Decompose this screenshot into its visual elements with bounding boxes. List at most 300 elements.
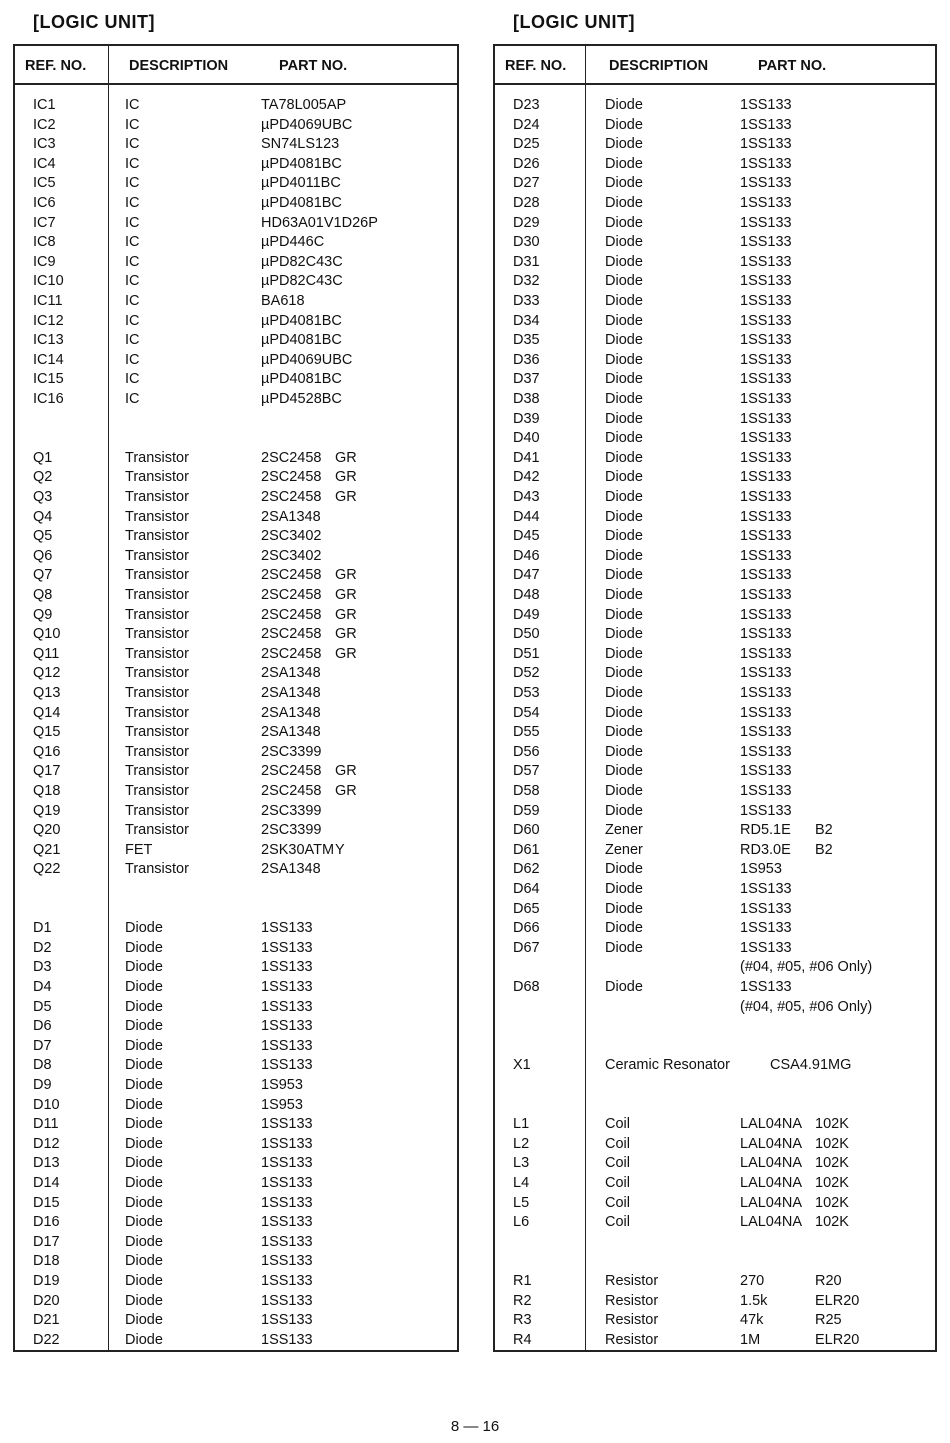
ref-no-cell: Q13 [33,685,61,701]
description-cell: IC [125,195,140,211]
ref-no-cell: IC14 [33,351,64,368]
right-parts-table [493,44,937,1352]
table-row [495,625,935,643]
part-no-cell: 1SS133 [261,939,313,956]
description-cell: Transistor [125,704,189,721]
part-no-cell: (#04, #05, #06 Only) [740,959,873,976]
part-no-cell: µPD4528BC [261,391,342,407]
description-cell: Diode [605,195,643,211]
description-cell: Transistor [125,822,189,839]
table-row [15,1174,457,1192]
description-cell: Diode [125,1077,163,1093]
table-row [15,508,457,526]
description-cell: Diode [125,920,163,937]
part-no-cell: CSA4.91MG [770,1057,852,1074]
table-row [495,684,935,702]
part-no-cell: 1SS133 [740,645,792,662]
page-number: 8 — 16 [450,1418,500,1435]
ref-no-cell: D47 [513,567,540,584]
table-row [495,743,935,761]
ref-no-cell: D32 [513,273,540,290]
part-no-cell: µPD4069UBC [261,351,353,368]
description-cell: IC [125,273,140,290]
ref-no-cell: IC10 [33,273,64,290]
table-row [495,782,935,800]
part-no-cell: 1SS133 [740,704,792,721]
table-row [495,135,935,153]
ref-no-cell: D17 [33,1233,60,1250]
ref-no-cell: IC4 [33,155,56,172]
ref-no-cell: D64 [513,881,540,897]
part-no-cell: 1SS133 [740,881,792,897]
table-row [15,645,457,663]
table-row [15,135,457,153]
part-no-cell: 1SS133 [740,743,792,760]
ref-no-cell: IC11 [33,293,63,309]
table-row [495,1135,935,1153]
description-cell: Coil [605,1175,630,1191]
table-row [15,978,457,996]
description-cell: Diode [605,802,643,819]
table-row [495,1174,935,1192]
description-cell: Diode [125,1037,163,1054]
ref-no-cell: D37 [513,371,540,388]
table-row [495,978,935,996]
table-row [495,821,935,839]
description-cell: IC [125,391,140,407]
table-row [15,194,457,212]
description-cell: Transistor [125,665,189,682]
description-cell: Diode [605,645,643,662]
table-row [495,272,935,290]
table-row [15,802,457,820]
table-row [495,645,935,663]
table-row [15,586,457,604]
table-row [15,1194,457,1212]
table-row [15,762,457,780]
part-no-cell: 1SS133 [740,371,792,388]
description-cell: Diode [125,1273,163,1289]
description-cell: Zener [605,822,643,839]
description-cell: Transistor [125,606,189,623]
ref-no-cell: D42 [513,469,540,486]
part-no-cell: 2SC3399 [261,802,322,819]
description-cell: FET [125,841,153,858]
description-cell: Diode [125,1175,163,1191]
description-cell: Diode [125,1135,163,1152]
part-no-cell: 1SS133 [261,979,313,995]
part-no-cell: 1SS133 [740,489,792,505]
table-row [495,958,935,976]
description-cell: IC [125,351,140,368]
ref-no-cell: D49 [513,606,540,623]
part-no-cell: 1SS133 [740,175,792,192]
description-cell: Transistor [125,783,189,799]
part-suffix-cell: GR [335,626,357,643]
ref-no-cell: IC9 [33,253,56,270]
ref-no-cell: D44 [513,508,540,525]
description-cell: IC [125,214,140,231]
ref-no-cell: D12 [33,1135,60,1152]
part-no-cell: 2SC2458 [261,469,322,486]
part-no-cell: 1SS133 [740,391,792,407]
description-cell: Diode [125,1233,163,1250]
part-suffix-cell: 102K [815,1116,849,1133]
description-cell: Diode [605,97,643,113]
ref-no-cell: D66 [513,920,540,937]
description-cell: Diode [605,234,643,251]
ref-no-cell: D68 [513,979,540,995]
ref-no-cell: Q16 [33,743,61,760]
table-row [495,292,935,310]
description-cell: IC [125,155,140,172]
left-unit-title: [LOGIC UNIT] [33,12,155,32]
ref-no-cell: D4 [33,979,52,995]
description-cell: Diode [605,430,643,447]
part-no-cell: 2SC2458 [261,763,322,780]
table-header [495,46,935,85]
table-row [495,606,935,624]
part-no-cell: 1SS133 [740,626,792,643]
table-row [15,331,457,349]
part-no-cell: 1SS133 [740,802,792,819]
ref-no-cell: Q2 [33,469,53,486]
part-no-cell: 1SS133 [740,214,792,231]
ref-no-cell: Q6 [33,547,53,564]
description-cell: IC [125,175,140,192]
table-row [15,998,457,1016]
ref-no-cell: R4 [513,1331,532,1348]
part-no-cell: 2SA1348 [261,704,321,721]
part-no-cell: 1SS133 [740,253,792,270]
part-no-cell: µPD4081BC [261,312,342,329]
table-row [495,155,935,173]
part-no-cell: 1SS133 [740,430,792,447]
description-cell: Diode [125,1194,163,1211]
table-row [495,527,935,545]
description-cell: Resistor [605,1273,659,1289]
table-row [495,508,935,526]
part-suffix-cell: GR [335,567,357,584]
part-suffix-cell: 102K [815,1155,849,1172]
part-no-cell: 2SA1348 [261,508,321,525]
ref-no-cell: R1 [513,1273,532,1289]
table-row [495,566,935,584]
table-row [15,390,457,408]
description-cell: Diode [605,724,643,741]
table-row [15,1115,457,1133]
part-suffix-cell: GR [335,783,357,799]
ref-no-cell: D7 [33,1037,52,1054]
description-header: DESCRIPTION [129,58,229,74]
part-suffix-cell: GR [335,469,357,486]
description-cell: Diode [605,528,643,545]
table-row [15,1331,457,1349]
description-cell: IC [125,371,140,388]
part-no-cell: 1SS133 [740,508,792,525]
table-row [495,96,935,114]
table-row [15,312,457,330]
part-suffix-cell: ELR20 [815,1292,860,1309]
ref-no-cell: Q22 [33,861,61,878]
description-cell: Coil [605,1155,630,1172]
description-cell: Diode [125,959,163,976]
ref-no-cell: D46 [513,547,540,564]
part-no-cell: 1SS133 [740,685,792,701]
table-row [15,723,457,741]
ref-no-cell: D28 [513,195,540,211]
table-row [495,214,935,232]
description-cell: Diode [605,449,643,466]
table-row [495,919,935,937]
part-no-cell: 1SS133 [261,1292,313,1309]
part-suffix-cell: Y [335,841,345,858]
table-row [15,704,457,722]
part-no-cell: 1SS133 [261,1135,313,1152]
table-row [495,762,935,780]
ref-no-cell: D16 [33,1214,60,1231]
part-suffix-cell: 102K [815,1135,849,1152]
table-row [15,155,457,173]
ref-no-cell: Q11 [33,645,60,662]
right-unit-title: [LOGIC UNIT] [513,12,635,32]
description-cell: Coil [605,1135,630,1152]
table-row [15,625,457,643]
table-row [495,331,935,349]
part-no-cell: µPD446C [261,234,325,251]
ref-no-cell: IC15 [33,371,64,388]
part-no-cell: 1.5k [740,1292,768,1309]
ref-no-cell: L6 [513,1214,530,1231]
table-row [15,860,457,878]
table-row [15,958,457,976]
description-cell: Transistor [125,645,189,662]
description-cell: Diode [605,567,643,584]
part-no-cell: 1SS133 [740,900,792,917]
table-row [15,919,457,937]
part-no-cell: 1S953 [740,861,782,878]
ref-no-cell: D48 [513,587,540,603]
ref-no-cell: D22 [33,1331,60,1348]
description-cell: Ceramic Resonator [605,1057,730,1074]
ref-no-cell: Q9 [33,606,53,623]
description-cell: Diode [605,783,643,799]
table-row [15,96,457,114]
ref-no-cell: D29 [513,214,540,231]
part-no-cell: 2SC2458 [261,626,322,643]
ref-no-cell: D50 [513,626,540,643]
ref-no-cell: D21 [33,1312,60,1329]
description-cell: Transistor [125,508,189,525]
part-no-cell: µPD4081BC [261,195,342,211]
part-no-cell: µPD82C43C [261,253,343,270]
description-cell: Diode [605,763,643,780]
ref-no-cell: Q8 [33,587,53,603]
description-cell: Diode [605,587,643,603]
part-no-cell: 1SS133 [261,1116,313,1133]
part-no-cell: 2SA1348 [261,685,321,701]
part-suffix-cell: GR [335,645,357,662]
table-row [495,1272,935,1290]
table-row [15,566,457,584]
table-row [15,468,457,486]
part-no-cell: RD5.1E [740,822,791,839]
description-cell: Diode [605,273,643,290]
description-cell: IC [125,234,140,251]
part-no-cell: 1SS133 [740,234,792,251]
table-row [15,1292,457,1310]
part-no-cell: 1SS133 [740,312,792,329]
part-no-cell: LAL04NA [740,1116,803,1133]
part-suffix-cell: GR [335,489,357,505]
table-row [495,174,935,192]
part-no-cell: 1SS133 [740,979,792,995]
part-no-cell: RD3.0E [740,841,791,858]
ref-no-cell: D60 [513,822,540,839]
ref-no-cell: Q1 [33,449,53,466]
description-cell: Diode [605,685,643,701]
table-row [495,1194,935,1212]
description-cell: IC [125,136,140,153]
ref-no-header: REF. NO. [25,58,87,74]
table-row [15,1056,457,1074]
description-cell: Resistor [605,1292,659,1309]
table-row [15,606,457,624]
description-cell: Diode [605,508,643,525]
table-row [15,743,457,761]
table-row [495,723,935,741]
description-cell: Transistor [125,547,189,564]
part-no-cell: 2SC3402 [261,547,322,564]
description-cell: Diode [605,136,643,153]
part-no-cell: 1SS133 [740,351,792,368]
part-no-cell: µPD4081BC [261,332,342,349]
part-no-cell: 1SS133 [740,332,792,349]
part-no-cell: 2SC2458 [261,489,322,505]
description-cell: Diode [125,1116,163,1133]
table-row [15,233,457,251]
table-row [15,1252,457,1270]
part-no-cell: 1SS133 [740,469,792,486]
description-cell: Transistor [125,449,189,466]
part-no-cell: 1SS133 [261,1331,313,1348]
table-row [15,684,457,702]
table-row [15,370,457,388]
ref-no-cell: D15 [33,1194,60,1211]
description-cell: Diode [605,253,643,270]
description-cell: Coil [605,1116,630,1133]
table-row [15,527,457,545]
part-suffix-cell: 102K [815,1194,849,1211]
table-row [495,586,935,604]
table-row [495,1331,935,1349]
table-row [495,351,935,369]
part-no-cell: 1SS133 [740,606,792,623]
description-cell: Diode [125,979,163,995]
description-cell: Transistor [125,469,189,486]
ref-no-cell: IC2 [33,116,56,133]
description-cell: IC [125,97,140,113]
part-no-cell: 270 [740,1273,765,1289]
description-cell: Diode [605,351,643,368]
part-no-cell: 2SC2458 [261,606,322,623]
description-cell: Diode [125,1214,163,1231]
ref-no-cell: D13 [33,1155,60,1172]
table-row [495,253,935,271]
part-suffix-cell: B2 [815,841,833,858]
description-cell: Transistor [125,567,189,584]
table-row [15,174,457,192]
ref-no-cell: D5 [33,998,52,1015]
ref-no-cell: R2 [513,1292,532,1309]
ref-no-cell: D1 [33,920,52,937]
ref-no-cell: D55 [513,724,540,741]
description-cell: Diode [125,1312,163,1329]
table-row [15,1272,457,1290]
part-no-cell: µPD82C43C [261,273,343,290]
part-no-cell: 1SS133 [740,293,792,309]
ref-no-cell: Q3 [33,489,53,505]
part-no-cell: µPD4081BC [261,371,342,388]
table-row [495,429,935,447]
ref-no-cell: D11 [33,1116,59,1133]
ref-no-cell: D67 [513,939,540,956]
ref-no-cell: D6 [33,1018,52,1035]
ref-no-cell: Q20 [33,822,61,839]
description-cell: Diode [605,743,643,760]
description-cell: Diode [125,1096,163,1113]
part-suffix-cell: ELR20 [815,1331,860,1348]
ref-no-cell: D51 [513,645,540,662]
part-no-cell: 1SS133 [740,410,792,427]
description-cell: Resistor [605,1312,659,1329]
table-row [495,880,935,898]
part-no-cell: 1SS133 [740,665,792,682]
part-no-cell: 2SK30ATM [261,841,335,858]
part-no-cell: 2SA1348 [261,665,321,682]
description-cell: Transistor [125,626,189,643]
ref-no-cell: IC12 [33,312,64,329]
description-header: DESCRIPTION [609,58,709,74]
part-no-cell: 1SS133 [261,959,313,976]
ref-no-cell: IC3 [33,136,56,153]
ref-no-cell: L3 [513,1155,530,1172]
description-cell: Diode [605,391,643,407]
description-cell: Diode [125,1253,163,1270]
description-cell: Diode [125,1155,163,1172]
table-header [15,46,457,85]
table-row [15,1154,457,1172]
description-cell: Diode [605,489,643,505]
description-cell: Diode [605,606,643,623]
description-cell: Resistor [605,1331,659,1348]
table-row [15,1096,457,1114]
table-row [15,1213,457,1231]
description-cell: Zener [605,841,643,858]
table-row [15,116,457,134]
ref-no-header: REF. NO. [505,58,567,74]
part-no-cell: 1SS133 [261,1253,313,1270]
description-cell: Diode [605,547,643,564]
ref-no-cell: IC16 [33,391,64,407]
part-suffix-cell: GR [335,587,357,603]
table-row [495,802,935,820]
ref-no-cell: D27 [513,175,540,192]
part-no-cell: 1SS133 [740,195,792,211]
ref-no-cell: D18 [33,1253,60,1270]
part-no-cell: 2SC2458 [261,567,322,584]
part-no-cell: 1SS133 [740,763,792,780]
